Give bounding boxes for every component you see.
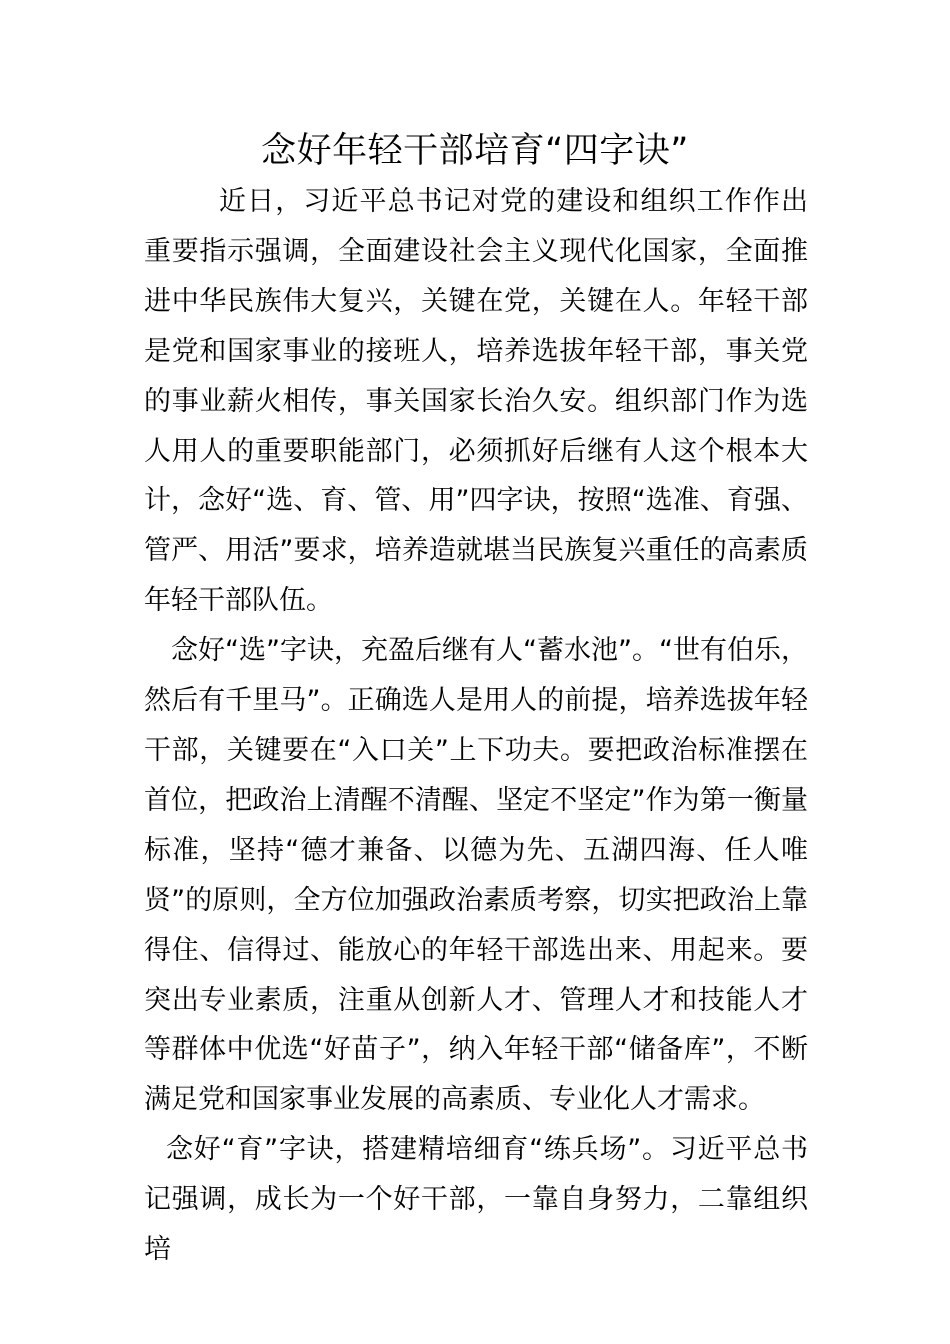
document-title: 念好年轻干部培育“四字诀” [261,131,689,171]
paragraph-select: 念好“选”字诀，充盈后继有人“蓄水池”。“世有伯乐，然后有千里马”。正确选人是用人的前提，培养选拔年轻干部，关键要在“入口关”上下功夫。要把政治标准摆在首位，把政治上清醒不清醒、坚定不坚定”作为第一衡量标准，坚持“德才兼备、以德为先、五湖四海、任人唯贤”的原则，全方位加强政治素质考察，切实把政治上靠得住、信得过、能放心的年轻干部选出来、用起来。要突出专业素质，注重从创新人才、管理人才和技能人才等群体中优选“好苗子”，纳入年轻干部“储备库”，不断满足党和国家事业发展的高素质、专业化人才需求。 [144,635,808,1116]
document-body [144,177,808,1275]
paragraph-cultivate: 念好“育”字诀，搭建精培细育“练兵场”。习近平总书记强调，成长为一个好干部，一靠自身努力，二靠组织培 [144,1134,808,1266]
paragraph-intro: 近日，习近平总书记对党的建设和组织工作作出重要指示强调，全面建设社会主义现代化国家，全面推进中华民族伟大复兴，关键在党，关键在人。年轻干部是党和国家事业的接班人，培养选拔年轻干部，事关党的事业薪火相传，事关国家长治久安。组织部门作为选人用人的重要职能部门，必须抓好后继有人这个根本大计，念好“选、育、管、用”四字诀，按照“选准、育强、管严、用活”要求，培养造就堪当民族复兴重任的高素质年轻干部队伍。 [144,186,808,617]
